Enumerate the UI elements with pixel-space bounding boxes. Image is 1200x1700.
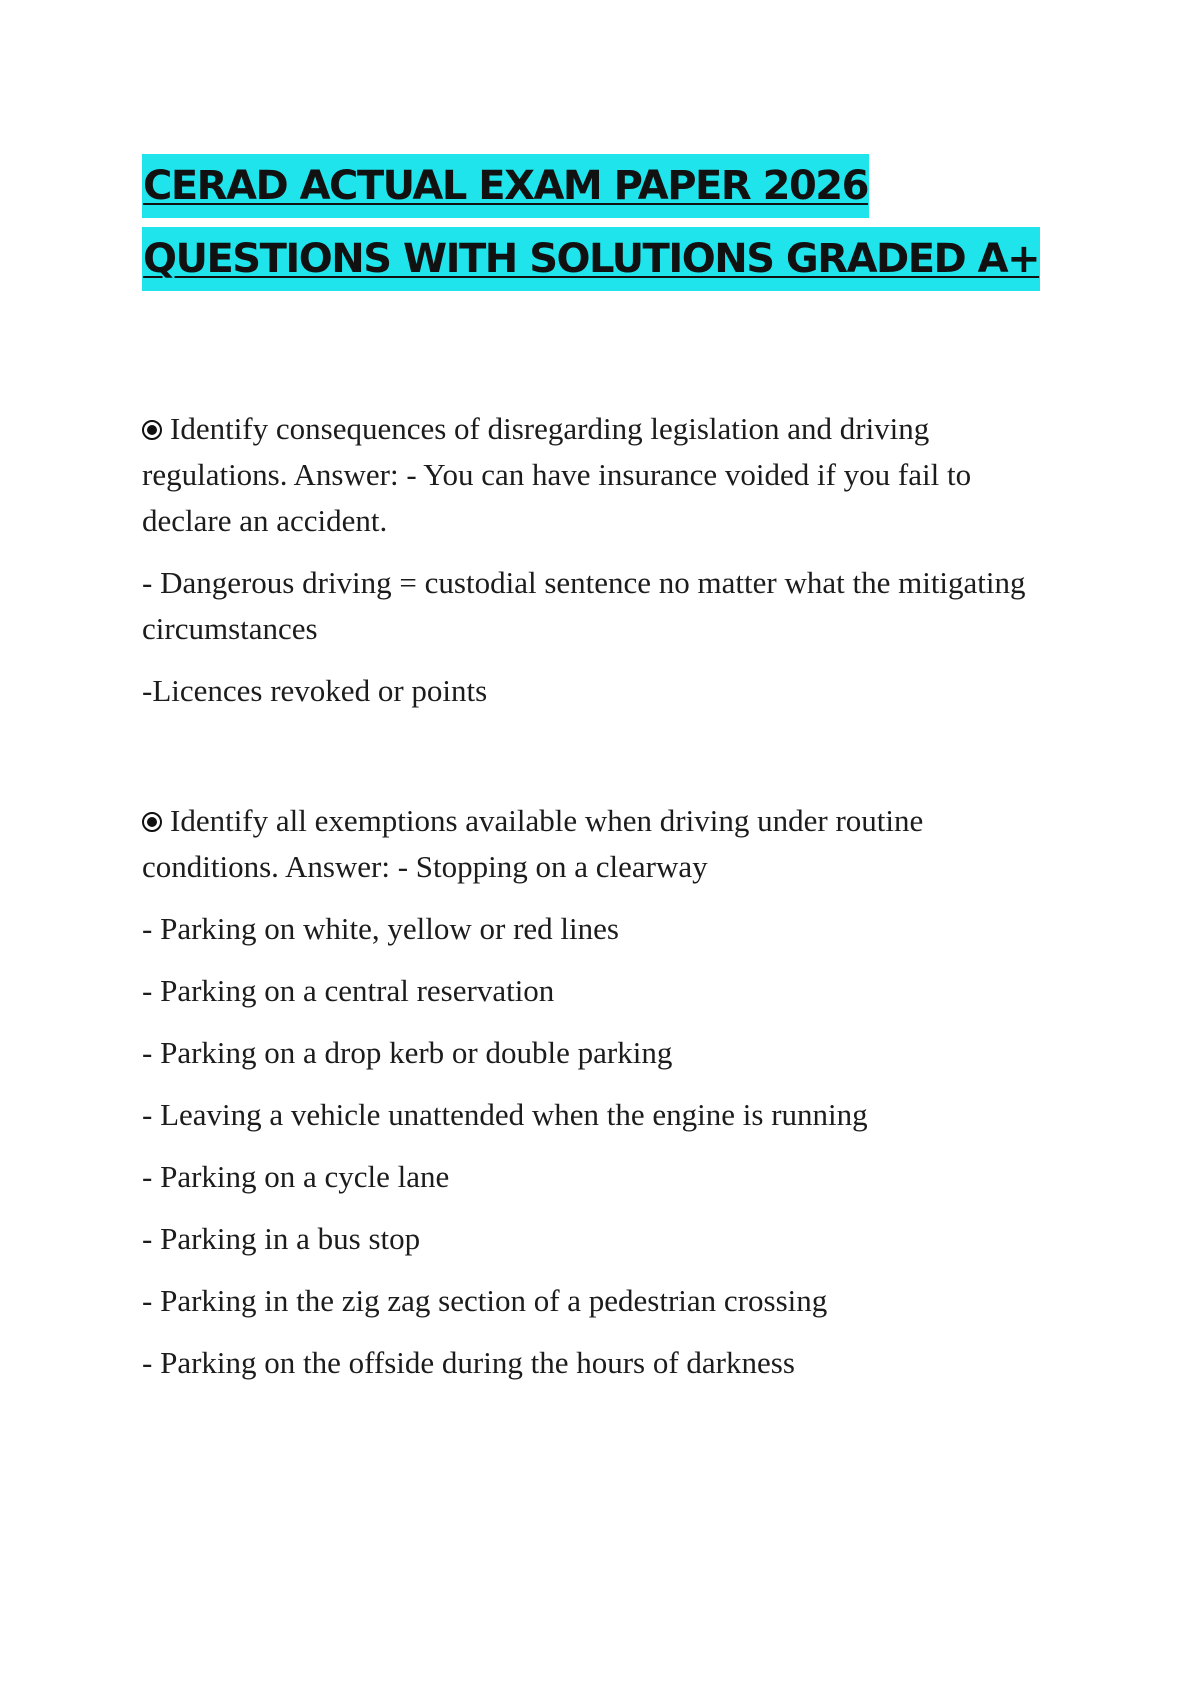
title-line-1: CERAD ACTUAL EXAM PAPER 2026 — [142, 154, 869, 218]
question-1-text: Identify consequences of disregarding legislation and driving regulations. Answer: - You can have insurance voided if you fail to declare an accident. — [142, 411, 972, 538]
document-title — [142, 154, 1062, 300]
question-2 — [142, 798, 1062, 890]
radio-bullet-icon — [142, 420, 162, 440]
answer-line: - Parking on a cycle lane — [142, 1159, 450, 1194]
title-line-2: QUESTIONS WITH SOLUTIONS GRADED A+ — [142, 227, 1040, 291]
answer-line: - Dangerous driving = custodial sentence no matter what the mitigating circumstances — [142, 565, 1026, 646]
answer-line: - Parking in the zig zag section of a pedestrian crossing — [142, 1283, 828, 1318]
question-block-1 — [142, 406, 1062, 730]
answer-line: - Parking on the offside during the hours of darkness — [142, 1345, 795, 1380]
question-1 — [142, 406, 1062, 544]
answer-line: - Parking on a drop kerb or double parking — [142, 1035, 673, 1070]
question-2-text: Identify all exemptions available when driving under routine conditions. Answer: - Stopping on a clearway — [142, 803, 924, 884]
answer-line: - Parking on a central reservation — [142, 973, 555, 1008]
answer-line: - Parking on white, yellow or red lines — [142, 911, 619, 946]
answer-line: - Parking in a bus stop — [142, 1221, 421, 1256]
answer-line: - Leaving a vehicle unattended when the engine is running — [142, 1097, 868, 1132]
radio-bullet-icon — [142, 812, 162, 832]
question-block-2 — [142, 798, 1062, 1402]
answer-line: -Licences revoked or points — [142, 673, 488, 708]
